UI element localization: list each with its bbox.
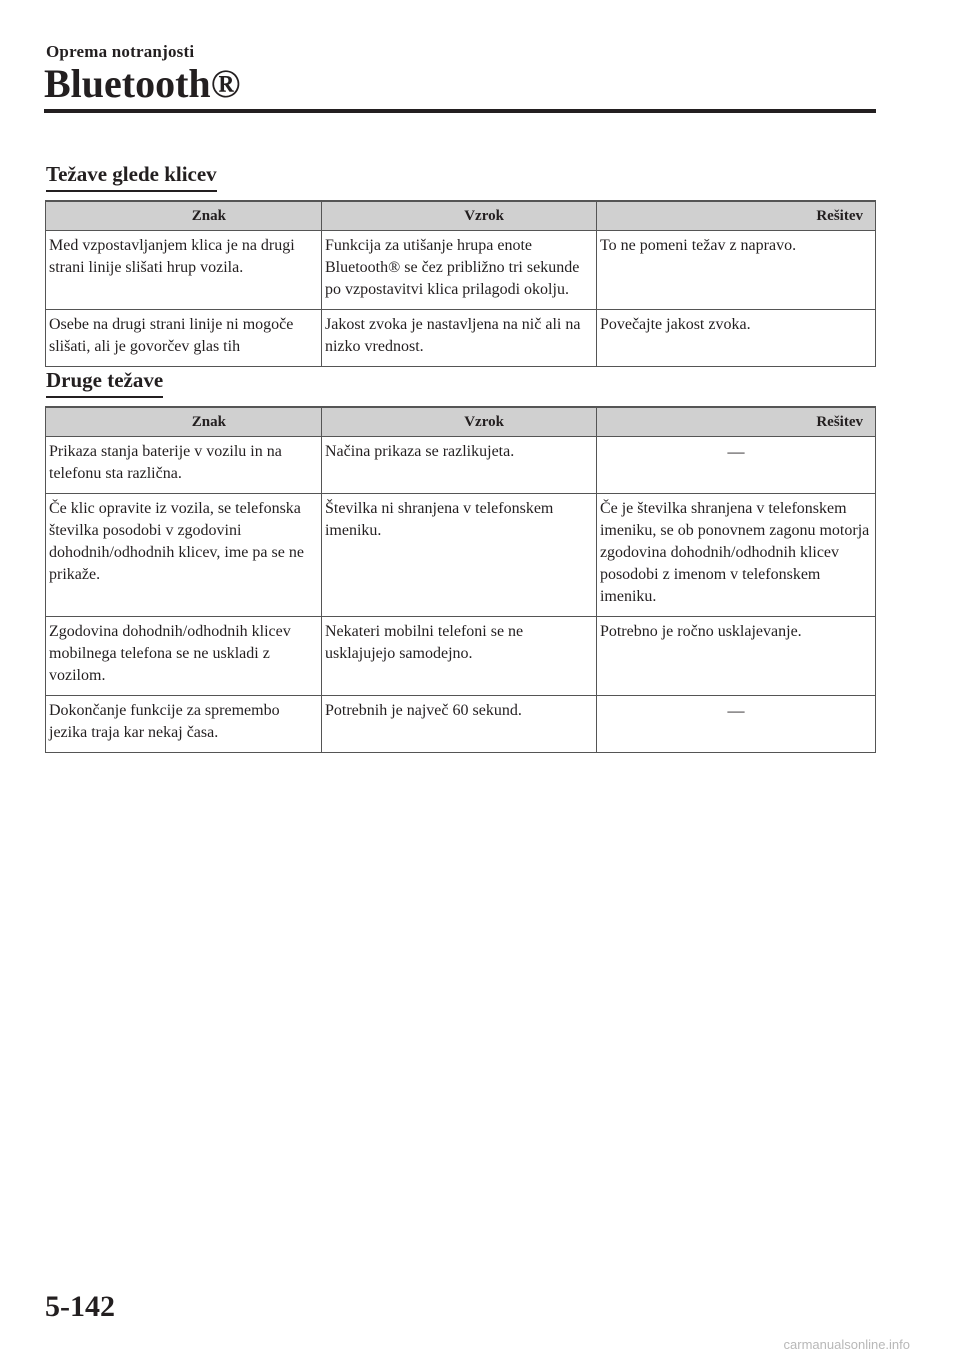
solution-cell: Povečajte jakost zvoka. xyxy=(596,310,875,367)
symptom-cell: Prikaza stanja baterije v vozilu in na telefonu sta različna. xyxy=(46,437,322,494)
symptom-cell: Zgodovina dohodnih/odhodnih klicev mobilnega telefona se ne uskladi z vozilom. xyxy=(46,617,322,696)
solution-cell: — xyxy=(596,696,875,753)
symptom-cell: Med vzpostavljanjem klica je na drugi strani linije slišati hrup vozila. xyxy=(46,231,322,310)
solution-cell: — xyxy=(596,437,875,494)
cause-cell: Številka ni shranjena v telefonskem imeniku. xyxy=(321,494,596,617)
table-row xyxy=(46,437,876,494)
page-number: 5-142 xyxy=(45,1290,115,1323)
column-header-resitev: Rešitev xyxy=(596,407,875,437)
solution-cell: Če je številka shranjena v telefonskem imeniku, se ob ponovnem zagonu motorja zgodovina dohodnih/odhodnih klicev posodobi z imenom v telefonskem imeniku. xyxy=(596,494,875,617)
section-kicker: Oprema notranjosti xyxy=(46,42,195,61)
sub-heading-call-issues: Težave glede klicev xyxy=(46,161,217,192)
table-header-row xyxy=(46,201,876,231)
table-row xyxy=(46,696,876,753)
symptom-cell: Če klic opravite iz vozila, se telefonska številka posodobi v zgodovini dohodnih/odhodnih klicev, ime pa se ne prikaže. xyxy=(46,494,322,617)
cause-cell: Nekateri mobilni telefoni se ne usklajujejo samodejno. xyxy=(321,617,596,696)
table-row xyxy=(46,617,876,696)
column-header-vzrok: Vzrok xyxy=(321,407,596,437)
symptom-cell: Dokončanje funkcije za spremembo jezika traja kar nekaj časa. xyxy=(46,696,322,753)
solution-cell: Potrebno je ročno usklajevanje. xyxy=(596,617,875,696)
cause-cell: Funkcija za utišanje hrupa enote Bluetooth® se čez približno tri sekunde po vzpostavitvi klica prilagodi okolju. xyxy=(321,231,596,310)
cause-cell: Načina prikaza se razlikujeta. xyxy=(321,437,596,494)
troubleshooting-table-calls xyxy=(45,200,876,367)
cause-cell: Jakost zvoka je nastavljena na nič ali na nizko vrednost. xyxy=(321,310,596,367)
column-header-vzrok: Vzrok xyxy=(321,201,596,231)
symptom-cell: Osebe na drugi strani linije ni mogoče slišati, ali je govorčev glas tih xyxy=(46,310,322,367)
table-row xyxy=(46,494,876,617)
column-header-znak: Znak xyxy=(46,407,322,437)
title-rule xyxy=(44,109,876,113)
cause-cell: Potrebnih je največ 60 sekund. xyxy=(321,696,596,753)
page-title: Bluetooth® xyxy=(44,61,241,106)
sub-heading-other-issues: Druge težave xyxy=(46,367,163,398)
troubleshooting-table-other xyxy=(45,406,876,753)
solution-cell: To ne pomeni težav z napravo. xyxy=(596,231,875,310)
table-row xyxy=(46,231,876,310)
column-header-znak: Znak xyxy=(46,201,322,231)
table-row xyxy=(46,310,876,367)
watermark: carmanualsonline.info xyxy=(783,1337,910,1352)
table-header-row xyxy=(46,407,876,437)
column-header-resitev: Rešitev xyxy=(596,201,875,231)
